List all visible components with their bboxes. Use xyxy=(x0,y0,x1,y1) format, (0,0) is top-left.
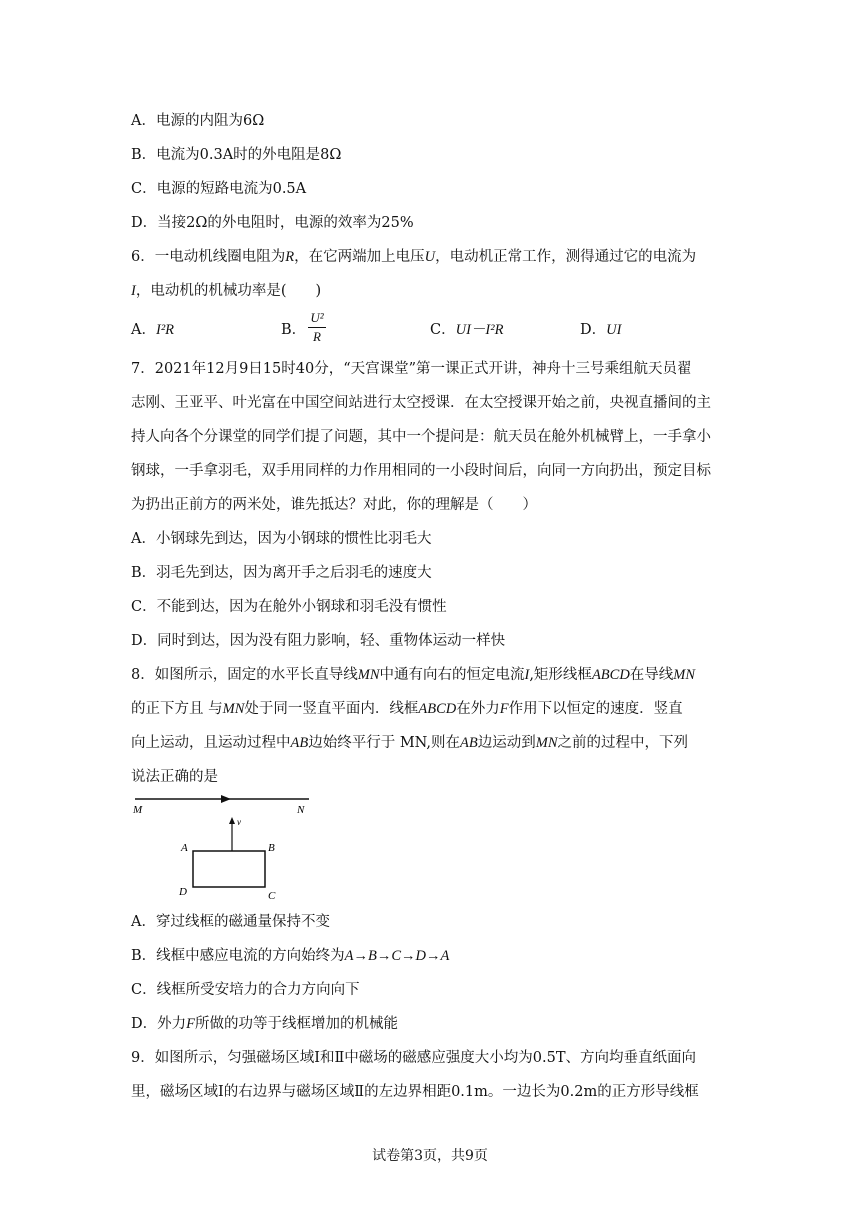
q8-text: 边运动到 xyxy=(477,735,536,751)
q6-option-c-math: UI－I²R xyxy=(455,322,504,338)
q8-option-d xyxy=(131,1014,398,1034)
q6-option-d xyxy=(580,320,621,340)
q5-option-c: C．电源的短路电流为0.5A xyxy=(131,181,307,197)
q6-option-b-fraction xyxy=(306,310,328,345)
q8-option-b-math: A→B→C→D→A xyxy=(344,948,450,964)
fraction-bar xyxy=(308,327,326,328)
q9-stem-line: 里，磁场区域Ⅰ的右边界与磁场区域Ⅱ的左边界相距0.1m。一边长为0.2m的正方形导线框 xyxy=(131,1084,699,1100)
q8-figure xyxy=(131,795,331,905)
velocity-arrow-icon xyxy=(229,817,235,824)
label-a: A xyxy=(181,842,188,854)
q6-option-b-denominator: R xyxy=(313,329,321,344)
q8-option-c: C．线框所受安培力的合力方向向下 xyxy=(131,982,360,998)
q6-var-r: R xyxy=(285,249,295,265)
q7-option-d: D．同时到达，因为没有阻力影响，轻、重物体运动一样快 xyxy=(131,633,506,649)
q6-text: ，电动机正常工作，测得通过它的电流为 xyxy=(435,249,697,265)
q6-option-b-label: B． xyxy=(281,322,307,338)
current-arrow-icon xyxy=(221,795,231,803)
q6-text: ，在它两端加上电压 xyxy=(294,249,425,265)
label-b: B xyxy=(268,842,275,854)
q7-stem-line: 持人向各个分课堂的同学们提了问题，其中一个提问是：航天员在舱外机械臂上，一手拿小 xyxy=(131,429,711,445)
q6-text: 6．一电动机线圈电阻为 xyxy=(131,249,286,265)
q8-var-mn: MN xyxy=(357,667,380,683)
q8-text: 8．如图所示，固定的水平长直导线 xyxy=(131,667,358,683)
q8-text: 的正下方且 与 xyxy=(131,701,223,717)
q6-option-a-label: A． xyxy=(131,322,156,338)
q8-var-abcd: ABCD xyxy=(591,667,630,683)
q8-stem-line2 xyxy=(131,699,683,719)
q8-text: 所做的功等于线框增加的机械能 xyxy=(195,1016,398,1032)
q8-stem-line4: 说法正确的是 xyxy=(131,769,218,785)
q8-text: 中通有向右的恒定电流 xyxy=(379,667,525,683)
q7-option-c: C．不能到达，因为在舱外小钢球和羽毛没有惯性 xyxy=(131,599,447,615)
q8-text: 在外力 xyxy=(456,701,500,717)
q5-option-d: D．当接2Ω的外电阻时，电源的效率为25% xyxy=(131,215,414,231)
q6-options xyxy=(131,320,174,340)
page-footer: 试卷第3页，共9页 xyxy=(372,1148,488,1164)
q8-text: 在导线 xyxy=(629,667,674,683)
q6-stem-line2 xyxy=(131,281,321,301)
q5-option-b: B．电流为0.3A时的外电阻是8Ω xyxy=(131,147,342,163)
q6-option-d-math: UI xyxy=(606,322,622,338)
q8-var-mn: MN xyxy=(222,701,245,717)
label-n: N xyxy=(297,804,305,816)
q7-stem-line: 为扔出正前方的两米处，谁先抵达？对此，你的理解是（ ） xyxy=(131,497,537,513)
q7-option-b: B．羽毛先到达，因为离开手之后羽毛的速度大 xyxy=(131,565,432,581)
q6-var-u: U xyxy=(424,249,436,265)
q7-stem-line: 志刚、王亚平、叶光富在中国空间站进行太空授课．在太空授课开始之前，央视直播间的主 xyxy=(131,395,711,411)
q8-stem-line1 xyxy=(131,665,695,685)
q8-text: B．线框中感应电流的方向始终为 xyxy=(131,948,345,964)
q7-stem-line: 7．2021年12月9日15时40分，“天宫课堂”第一课正式开讲，神舟十三号乘组航天员翟 xyxy=(131,361,692,377)
q6-option-c-label: C． xyxy=(430,322,456,338)
q8-option-a: A．穿过线框的磁通量保持不变 xyxy=(131,914,330,930)
q8-text: 之前的过程中，下列 xyxy=(557,735,689,751)
q8-text: 作用下以恒定的速度．竖直 xyxy=(508,701,683,717)
q8-text: 边始终平行于 MN,则在 xyxy=(308,735,461,751)
label-c: C xyxy=(268,890,276,902)
label-d: D xyxy=(179,886,187,898)
q6-var-i: I xyxy=(131,283,136,299)
q8-var-i: I xyxy=(524,667,530,683)
q8-var-f: F xyxy=(499,701,509,717)
label-v: v xyxy=(237,817,241,827)
q8-var-mn: MN xyxy=(673,667,696,683)
q8-var-abcd: ABCD xyxy=(418,701,457,717)
q8-text: 向上运动，且运动过程中 xyxy=(131,735,291,751)
q8-stem-line3 xyxy=(131,733,688,753)
q7-option-a: A．小钢球先到达，因为小钢球的惯性比羽毛大 xyxy=(131,531,432,547)
q8-text: 处于同一竖直平面内．线框 xyxy=(244,701,419,717)
q8-var-ab: AB xyxy=(460,735,478,751)
q8-text: ,矩形线框 xyxy=(529,667,592,683)
label-m: M xyxy=(133,804,143,816)
q8-var-mn: MN xyxy=(535,735,558,751)
q6-option-a-math: I²R xyxy=(155,322,175,338)
frame-abcd xyxy=(193,851,265,887)
q6-text: ，电动机的机械功率是( ) xyxy=(135,283,322,299)
q8-text: D．外力 xyxy=(131,1016,187,1032)
q6-option-d-label: D． xyxy=(580,322,607,338)
q8-var-ab: AB xyxy=(290,735,309,751)
q6-option-c xyxy=(430,320,503,340)
q8-var-f: F xyxy=(186,1016,195,1032)
q6-option-b-numerator: U² xyxy=(310,310,324,325)
q5-option-a: A．电源的内阻为6Ω xyxy=(131,113,265,129)
q7-stem-line: 钢球，一手拿羽毛，双手用同样的力作用相同的一小段时间后，向同一方向扔出，预定目标 xyxy=(131,463,711,479)
q6-stem-line1 xyxy=(131,247,696,267)
q8-option-b xyxy=(131,946,449,966)
q9-stem-line: 9．如图所示，匀强磁场区域Ⅰ和Ⅱ中磁场的磁感应强度大小均为0.5T、方向均垂直纸面向 xyxy=(131,1050,697,1066)
